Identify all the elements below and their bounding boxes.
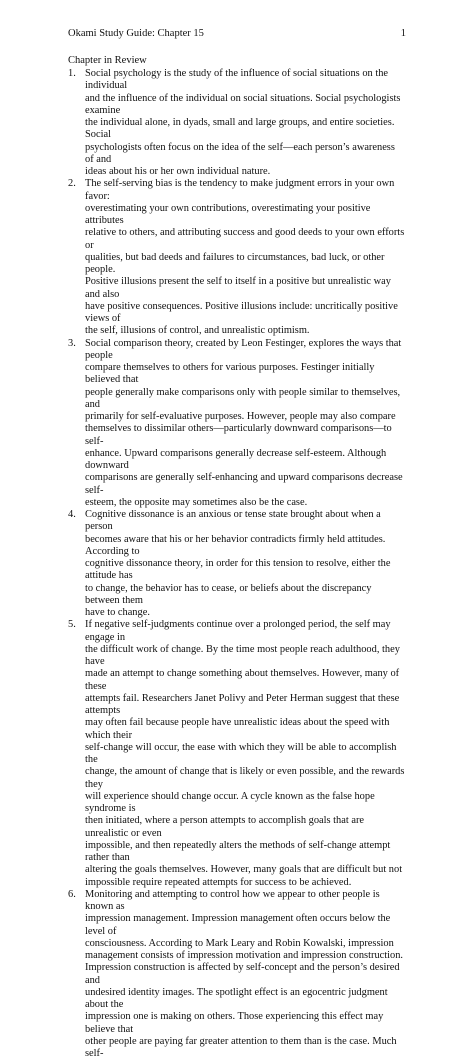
text-line: the self, illusions of control, and unrealistic optimism. [85, 325, 310, 337]
text-line: management consists of impression motivation and impression construction. [85, 950, 404, 961]
text-line: compare themselves to others for various purposes. Festinger initially believed that [85, 362, 375, 386]
text-line: consciousness. According to Mark Leary and Robin Kowalski, impression [85, 937, 394, 949]
text-line: becomes aware that his or her behavior contradicts firmly held attitudes. According to [85, 533, 386, 557]
text-line: enhance. Upward comparisons generally decrease self-esteem. Although downward [85, 447, 387, 471]
text-line: cognitive dissonance theory, in order for this tension to resolve, either the attitude has [85, 558, 391, 582]
text-line: primarily for self-evaluative purposes. However, people may also compare [85, 411, 396, 422]
section-title: Chapter in Review [68, 55, 147, 66]
page-number: 1 [400, 28, 406, 39]
list-item-text [85, 178, 406, 337]
text-line: The self-serving bias is the tendency to make judgment errors in your own favor: [85, 178, 395, 202]
text-line: impression management. Impression management often occurs below the level of [85, 913, 391, 937]
text-line: Cognitive dissonance is an anxious or tense state brought about when a person [85, 509, 381, 533]
text-line: relative to others, and attributing success and good deeds to your own efforts or [85, 227, 405, 251]
list-item-number: 1. [68, 68, 76, 79]
text-line: may often fail because people have unrealistic ideas about the speed with which their [85, 717, 390, 741]
text-line: impression one is making on others. Those experiencing this effect may believe that [85, 1011, 384, 1035]
text-line: the individual alone, in dyads, small and large groups, and entire societies. Social [85, 117, 395, 141]
list-item-number: 6. [68, 888, 76, 900]
text-line: undesired identity images. The spotlight effect is an egocentric judgment about the [85, 986, 388, 1010]
text-line: Positive illusions present the self to itself in a positive but unrealistic way and also [85, 276, 391, 300]
text-line: other people are paying far greater attention to them than is the case. Much self- [85, 1035, 397, 1059]
list-item-number: 2. [68, 178, 76, 190]
text-line: impossible, and then repeatedly alters the methods of self-change attempt rather than [85, 839, 391, 863]
list-item [68, 68, 406, 178]
text-line: overestimating your own contributions, overestimating your positive attributes [85, 202, 371, 226]
list-item-text [85, 509, 406, 619]
text-line: attempts fail. Researchers Janet Polivy and Peter Herman suggest that these attempts [85, 692, 400, 716]
list-item-number: 3. [68, 337, 76, 349]
text-line: and the influence of the individual on social situations. Social psychologists examine [85, 92, 401, 116]
header-title: Okami Study Guide: Chapter 15 [68, 28, 204, 39]
text-line: themselves to dissimilar others—particularly downward comparisons—to self- [85, 423, 392, 447]
list-item [68, 889, 406, 1060]
text-line: to change, the behavior has to cease, or beliefs about the discrepancy between them [85, 582, 372, 606]
list-item [68, 178, 406, 337]
text-line: self-change will occur, the ease with which they will be able to accomplish the [85, 741, 397, 765]
text-line: Impression construction is affected by self-concept and the person’s desired and [85, 962, 400, 986]
text-line: will experience should change occur. A cycle known as the false hope syndrome is [85, 790, 375, 814]
list-item [68, 619, 406, 889]
text-line: have positive consequences. Positive illusions include: uncritically positive views of [85, 300, 398, 324]
list-item-text [85, 619, 406, 889]
review-list [68, 68, 406, 1060]
list-item-text [85, 338, 406, 510]
text-line: impossible require repeated attempts for success to be achieved. [85, 876, 352, 888]
text-line: qualities, but bad deeds and failures to circumstances, bad luck, or other people. [85, 251, 385, 275]
list-item-text [85, 68, 406, 178]
list-item-text [85, 889, 406, 1060]
text-line: ideas about his or her own individual nature. [85, 166, 271, 177]
text-line: then initiated, where a person attempts to accomplish goals that are unrealistic or even [85, 815, 365, 839]
list-item [68, 509, 406, 619]
text-line: have to change. [85, 607, 150, 618]
text-line: the difficult work of change. By the time most people reach adulthood, they have [85, 643, 400, 667]
text-line: Social comparison theory, created by Leon Festinger, explores the ways that people [85, 337, 402, 361]
list-item-number: 4. [68, 509, 76, 520]
text-line: Social psychology is the study of the influence of social situations on the individual [85, 68, 389, 92]
text-line: made an attempt to change something about themselves. However, many of these [85, 668, 400, 692]
text-line: people generally make comparisons only with people similar to themselves, and [85, 386, 401, 410]
text-line: comparisons are generally self-enhancing and upward comparisons decrease self- [85, 472, 403, 496]
text-line: If negative self-judgments continue over a prolonged period, the self may engage in [85, 619, 391, 643]
text-line: change, the amount of change that is likely or even possible, and the rewards they [85, 766, 405, 790]
text-line: altering the goals themselves. However, many goals that are difficult but not [85, 864, 403, 876]
list-item [68, 338, 406, 510]
page-header [68, 28, 406, 39]
text-line: Monitoring and attempting to control how we appear to other people is known as [85, 888, 380, 912]
list-item-number: 5. [68, 619, 76, 631]
text-line: esteem, the opposite may sometimes also be the case. [85, 496, 308, 508]
text-line: psychologists often focus on the idea of the self—each person’s awareness of and [85, 141, 395, 165]
